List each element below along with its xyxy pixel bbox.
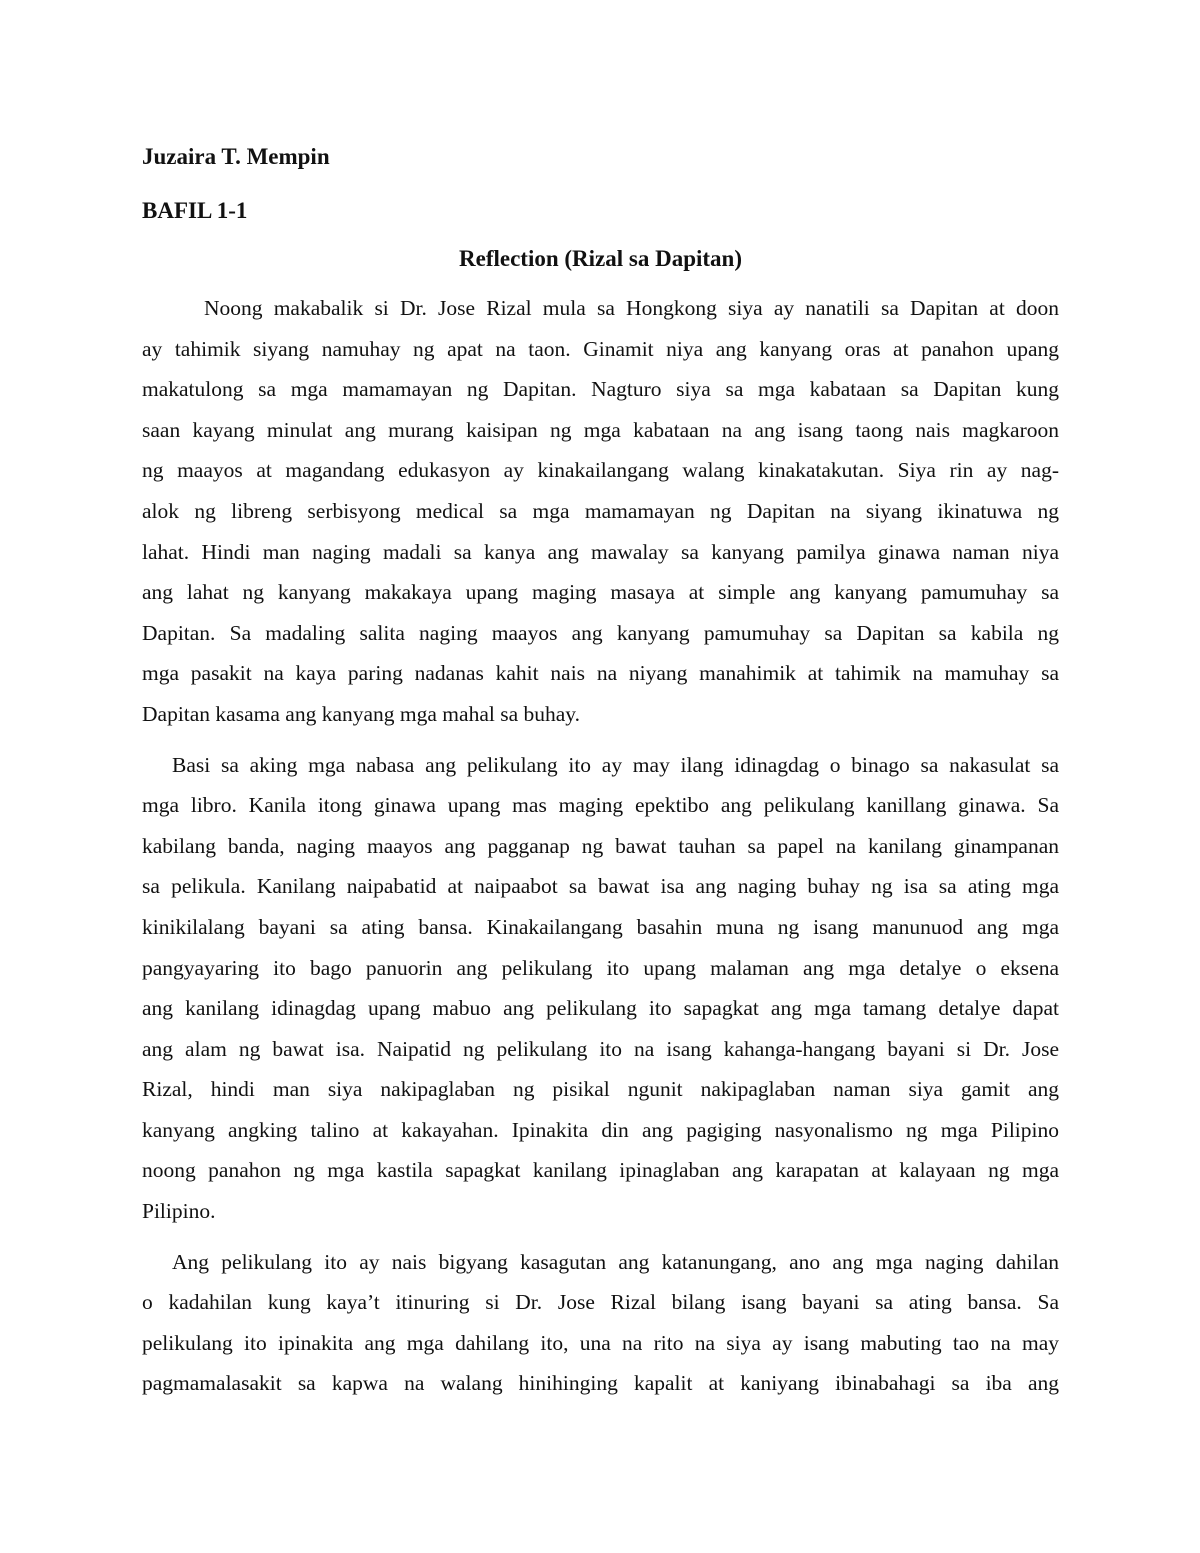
text-line: kabilang banda, naging maayos ang pagganap ng bawat tauhan sa papel na kanilang ginampanan (142, 833, 1059, 858)
text-line: mga pasakit na kaya paring nadanas kahit nais na niyang manahimik at tahimik na mamuhay sa (142, 661, 1059, 686)
course-section: BAFIL 1-1 (142, 198, 248, 223)
text-line: ang kanilang idinagdag upang mabuo ang pelikulang ito sapagkat ang mga tamang detalye dapat (142, 996, 1059, 1021)
text-line: makatulong sa mga mamamayan ng Dapitan. Nagturo siya sa mga kabataan sa Dapitan kung (142, 377, 1059, 402)
text-line: sa pelikula. Kanilang naipabatid at naipaabot sa bawat isa ang naging buhay ng isa sa ating mga (142, 874, 1059, 899)
text-line: Dapitan kasama ang kanyang mga mahal sa buhay. (142, 701, 581, 726)
text-line: pelikulang ito ipinakita ang mga dahilang ito, una na rito na siya ay isang mabuting tao na may (142, 1330, 1059, 1355)
text-line: Rizal, hindi man siya nakipaglaban ng pisikal ngunit nakipaglaban naman siya gamit ang (142, 1077, 1059, 1102)
text-line: Pilipino. (142, 1199, 216, 1224)
text-line: alok ng libreng serbisyong medical sa mga mamamayan ng Dapitan na siyang ikinatuwa ng (142, 498, 1059, 523)
text-line: ang alam ng bawat isa. Naipatid ng pelikulang ito na isang kahanga-hangang bayani si Dr. Jose (142, 1036, 1059, 1061)
text-line: ay tahimik siyang namuhay ng apat na taon. Ginamit niya ang kanyang oras at panahon upang (142, 336, 1059, 361)
text-line: lahat. Hindi man naging madali sa kanya ang mawalay sa kanyang pamilya ginawa naman niya (142, 539, 1059, 564)
text-line: Ang pelikulang ito ay nais bigyang kasagutan ang katanungang, ano ang mga naging dahilan (172, 1249, 1059, 1274)
paragraph-2 (142, 745, 1059, 1232)
text-line: o kadahilan kung kaya’t itinuring si Dr. Jose Rizal bilang isang bayani sa ating bansa. Sa (142, 1290, 1059, 1315)
text-line: pangyayaring ito bago panuorin ang pelikulang ito upang malaman ang mga detalye o eksena (142, 955, 1059, 980)
text-line: ang lahat ng kanyang makakaya upang maging masaya at simple ang kanyang pamumuhay sa (142, 580, 1059, 605)
paragraph-1 (142, 288, 1059, 735)
text-line: ng maayos at magandang edukasyon ay kinakailangang walang kinakatakutan. Siya rin ay nag- (142, 458, 1059, 483)
text-line: saan kayang minulat ang murang kaisipan ng mga kabataan na ang isang taong nais magkaroon (142, 417, 1059, 442)
text-line: kanyang angking talino at kakayahan. Ipinakita din ang pagiging nasyonalismo ng mga Pilipino (142, 1117, 1059, 1142)
text-line: pagmamalasakit sa kapwa na walang hinihinging kapalit at kaniyang ibinabahagi sa iba ang (142, 1371, 1059, 1396)
text-line: Noong makabalik si Dr. Jose Rizal mula sa Hongkong siya ay nanatili sa Dapitan at doon (204, 296, 1059, 320)
document-body (142, 288, 1059, 1404)
author-name: Juzaira T. Mempin (142, 144, 330, 169)
document-title: Reflection (Rizal sa Dapitan) (459, 246, 742, 271)
text-line: Dapitan. Sa madaling salita naging maayos ang kanyang pamumuhay sa Dapitan sa kabila ng (142, 620, 1059, 645)
text-line: noong panahon ng mga kastila sapagkat kanilang ipinaglaban ang karapatan at kalayaan ng mga (142, 1158, 1059, 1183)
paragraph-3 (142, 1242, 1059, 1404)
text-line: Basi sa aking mga nabasa ang pelikulang ito ay may ilang idinagdag o binago sa nakasulat sa (172, 752, 1059, 777)
text-line: kinikilalang bayani sa ating bansa. Kinakailangang basahin muna ng isang manunuod ang mga (142, 914, 1059, 939)
text-line: mga libro. Kanila itong ginawa upang mas maging epektibo ang pelikulang kanillang ginawa. Sa (142, 793, 1059, 818)
